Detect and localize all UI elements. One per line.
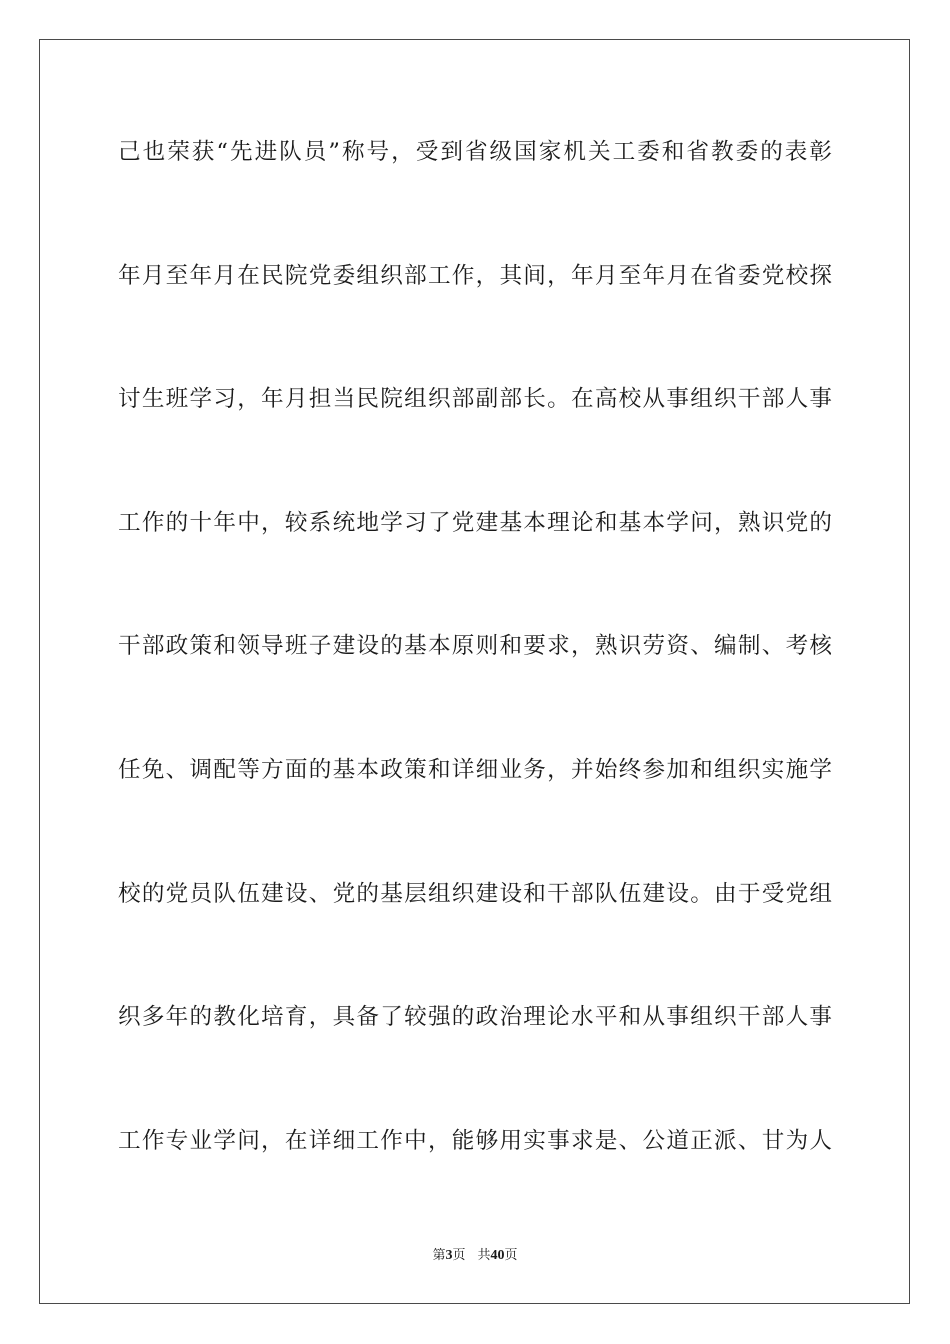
text-line-1: 己也荣获“先进队员”称号，受到省级国家机关工委和省教委的表彰 — [118, 139, 832, 165]
page-footer — [0, 1244, 950, 1264]
text-line-5: 干部政策和领导班子建设的基本原则和要求，熟识劳资、编制、考核 — [118, 633, 832, 660]
page-number: 3 — [445, 1248, 453, 1263]
text-line-2: 年月至年月在民院党委组织部工作，其间，年月至年月在省委党校探 — [118, 262, 832, 289]
text-line-4: 工作的十年中，较系统地学习了党建基本理论和基本学问，熟识党的 — [118, 509, 832, 536]
text-line-7: 校的党员队伍建设、党的基层组织建设和干部队伍建设。由于受党组 — [118, 880, 832, 907]
total-prefix: 共 — [477, 1248, 491, 1263]
text-line-6: 任免、调配等方面的基本政策和详细业务，并始终参加和组织实施学 — [118, 756, 832, 783]
total-suffix: 页 — [504, 1248, 518, 1263]
text-line-9: 工作专业学问，在详细工作中，能够用实事求是、公道正派、甘为人 — [118, 1127, 832, 1154]
document-body — [118, 124, 832, 1236]
page-prefix: 第 — [432, 1248, 446, 1263]
text-line-8: 织多年的教化培育，具备了较强的政治理论水平和从事组织干部人事 — [118, 1004, 832, 1031]
total-pages: 40 — [490, 1248, 505, 1263]
page-suffix: 页 — [452, 1248, 466, 1263]
text-line-3: 讨生班学习，年月担当民院组织部副部长。在高校从事组织干部人事 — [118, 386, 832, 413]
